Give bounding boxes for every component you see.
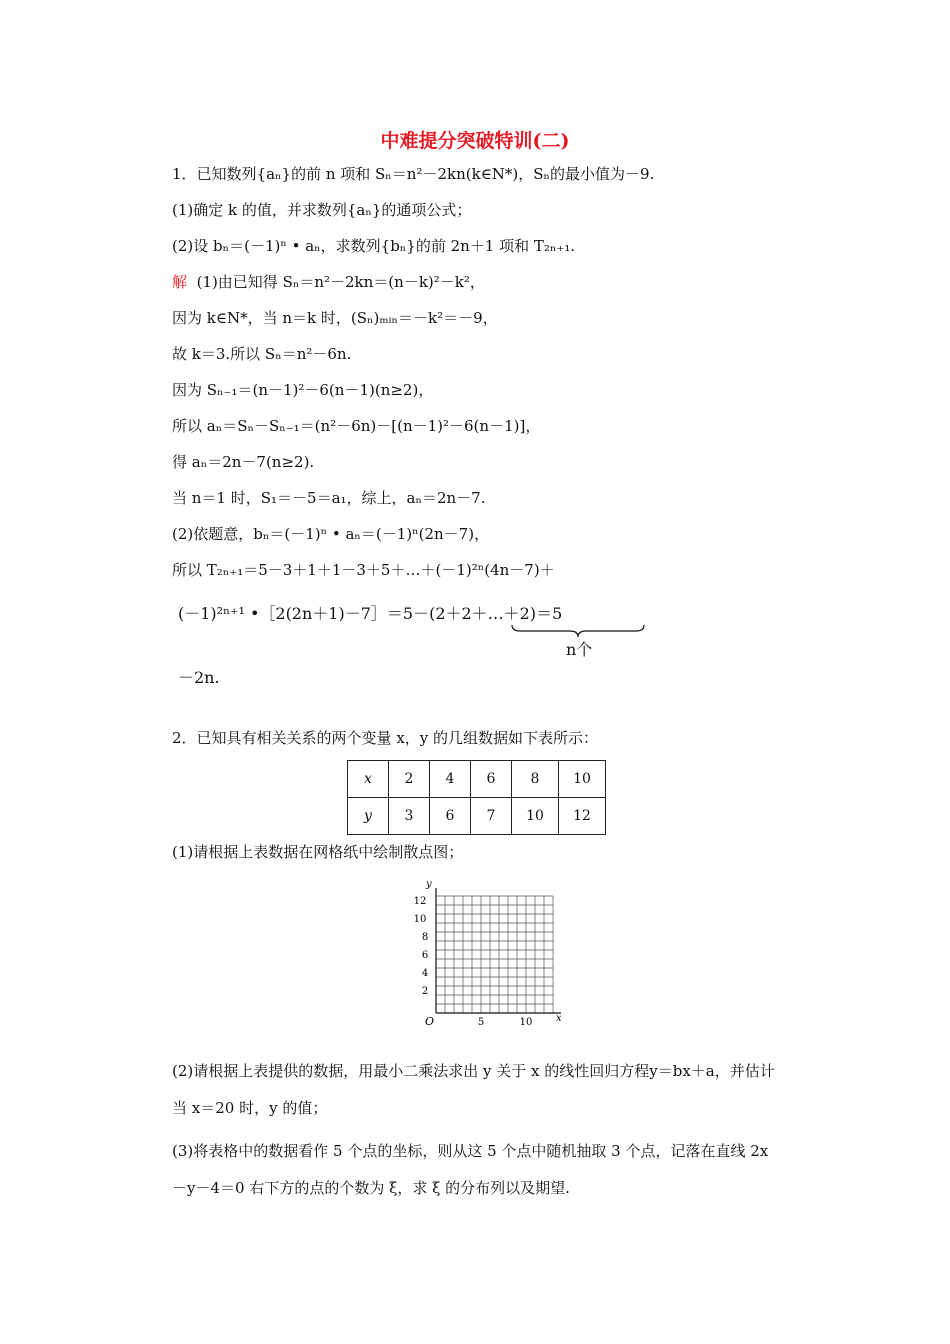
underbrace xyxy=(510,624,646,638)
solution-line-1: 因为 k∈N*，当 n＝k 时，(Sₙ)ₘᵢₙ＝－k²＝－9， xyxy=(172,309,498,327)
table-cell: y xyxy=(348,798,389,835)
formula-left: (－1)²ⁿ⁺¹ •［2(2n＋1)－7］＝5－ xyxy=(178,604,430,623)
grid-x-label: x xyxy=(556,1013,562,1024)
problem1-statement: 1．已知数列{aₙ}的前 n 项和 Sₙ＝n²－2kn(k∈N*)，Sₙ的最小值为－9. xyxy=(172,165,655,183)
table-cell: 6 xyxy=(471,761,512,798)
table-cell: 12 xyxy=(559,798,606,835)
solution-line-0 xyxy=(172,272,485,292)
table-cell: 10 xyxy=(559,761,606,798)
solution-line-2: 故 k＝3.所以 Sₙ＝n²－6n. xyxy=(172,345,352,363)
table-cell: 3 xyxy=(389,798,430,835)
formula-line xyxy=(178,604,562,624)
grid-figure xyxy=(408,873,568,1033)
problem2-statement: 2．已知具有相关关系的两个变量 x，y 的几组数据如下表所示： xyxy=(172,729,599,747)
table-cell: 6 xyxy=(430,798,471,835)
grid-y-tick: 2 xyxy=(421,986,429,997)
grid-y-tick: 4 xyxy=(421,968,429,979)
grid-y-tick: 8 xyxy=(421,932,429,943)
page-title: 中难提分突破特训(二) xyxy=(380,130,570,152)
table-row xyxy=(348,761,606,798)
problem1-part1: (1)确定 k 的值，并求数列{aₙ}的通项公式； xyxy=(172,201,472,219)
data-table xyxy=(347,760,606,835)
grid-x-tick: 5 xyxy=(477,1017,485,1028)
solution-line-7: (2)依题意，bₙ＝(－1)ⁿ • aₙ＝(－1)ⁿ(2n－7)， xyxy=(172,525,490,543)
problem2-part1: (1)请根据上表数据在网格纸中绘制散点图； xyxy=(172,843,464,861)
table-cell: x xyxy=(348,761,389,798)
solution-label: 解 xyxy=(172,273,188,291)
solution-line-5: 得 aₙ＝2n－7(n≥2). xyxy=(172,453,315,471)
solution-text-0: (1)由已知得 Sₙ＝n²－2kn＝(n－k)²－k²， xyxy=(196,273,485,291)
table-cell: 8 xyxy=(512,761,559,798)
brace-label: n个 xyxy=(566,640,593,659)
problem2-part3-line2: －y－4＝0 右下方的点的个数为 ξ，求 ξ 的分布列以及期望. xyxy=(172,1179,570,1197)
grid-y-tick: 6 xyxy=(421,950,429,961)
table-cell: 10 xyxy=(512,798,559,835)
grid-y-tick: 12 xyxy=(413,896,427,907)
solution-line-3: 因为 Sₙ₋₁＝(n－1)²－6(n－1)(n≥2)， xyxy=(172,381,434,399)
table-cell: 4 xyxy=(430,761,471,798)
solution-line-6: 当 n＝1 时，S₁＝－5＝a₁，综上，aₙ＝2n－7. xyxy=(172,489,486,507)
problem2-part2-line1: (2)请根据上表提供的数据，用最小二乘法求出 y 关于 x 的线性回归方程y＝bx＋a，并估计 xyxy=(172,1062,775,1080)
formula-brace-term: (2＋2＋…＋2) xyxy=(429,604,537,623)
solution-line-8: 所以 T₂ₙ₊₁＝5－3＋1＋1－3＋5＋…＋(－1)²ⁿ(4n－7)＋ xyxy=(172,561,555,579)
grid-paper xyxy=(408,873,568,1037)
formula-right: ＝5 xyxy=(536,604,563,623)
grid-origin: O xyxy=(425,1015,435,1028)
table-row xyxy=(348,798,606,835)
grid-y-tick: 10 xyxy=(413,914,427,925)
solution-line-4: 所以 aₙ＝Sₙ－Sₙ₋₁＝(n²－6n)－[(n－1)²－6(n－1)]， xyxy=(172,417,541,435)
problem2-part3-line1: (3)将表格中的数据看作 5 个点的坐标，则从这 5 个点中随机抽取 3 个点，记落在直线 2x xyxy=(172,1142,769,1160)
problem1-part2: (2)设 bₙ＝(－1)ⁿ • aₙ，求数列{bₙ}的前 2n＋1 项和 T₂ₙ₊₁. xyxy=(172,237,576,255)
problem2-part2-line2: 当 x＝20 时，y 的值； xyxy=(172,1099,328,1117)
table-cell: 7 xyxy=(471,798,512,835)
grid-x-tick: 10 xyxy=(519,1017,533,1028)
grid-y-label: y xyxy=(426,879,432,890)
formula-last-line: －2n. xyxy=(178,668,220,687)
table-cell: 2 xyxy=(389,761,430,798)
